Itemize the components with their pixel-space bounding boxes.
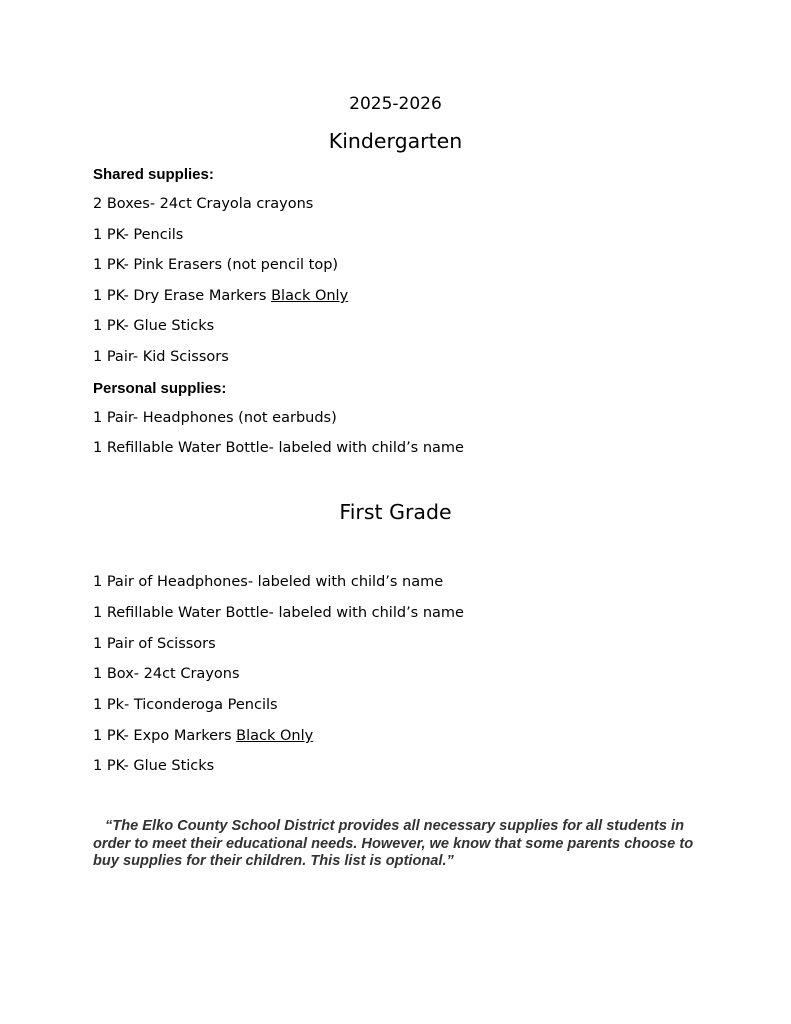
list-item (93, 289, 348, 304)
list-item: 1 Pair of Scissors (93, 636, 216, 652)
list-item: 1 Box- 24ct Crayons (93, 666, 240, 682)
district-disclaimer: “The Elko County School District provides all necessary supplies for all students in order to meet their educational needs. However, we know that some parents choose to buy supplies for their children. This list is optional.” (93, 818, 694, 870)
list-item: 1 PK- Pencils (93, 227, 184, 243)
list-item: 1 PK- Pink Erasers (not pencil top) (93, 257, 339, 273)
black-only-emphasis: Black Only (236, 728, 314, 744)
list-item: 1 Pk- Ticonderoga Pencils (93, 697, 278, 713)
list-item: 1 Pair- Headphones (not earbuds) (93, 410, 337, 426)
list-item: 1 Refillable Water Bottle- labeled with child’s name (93, 440, 464, 456)
school-year: 2025-2026 (349, 94, 442, 114)
list-item: 1 PK- Glue Sticks (93, 758, 215, 774)
list-item (93, 729, 313, 744)
item-text: 1 PK- Expo Markers (93, 728, 237, 744)
item-text: 1 PK- Dry Erase Markers (93, 288, 272, 304)
list-item: 1 Pair- Kid Scissors (93, 349, 229, 365)
black-only-emphasis: Black Only (271, 288, 349, 304)
list-item: 1 Refillable Water Bottle- labeled with child’s name (93, 605, 464, 621)
list-item: 1 PK- Glue Sticks (93, 318, 215, 334)
personal-supplies-label: Personal supplies: (93, 380, 227, 397)
kindergarten-heading: Kindergarten (328, 129, 463, 153)
list-item: 2 Boxes- 24ct Crayola crayons (93, 196, 314, 212)
first-grade-heading: First Grade (339, 500, 452, 524)
shared-supplies-label: Shared supplies: (93, 166, 214, 183)
list-item: 1 Pair of Headphones- labeled with child’s name (93, 574, 444, 590)
